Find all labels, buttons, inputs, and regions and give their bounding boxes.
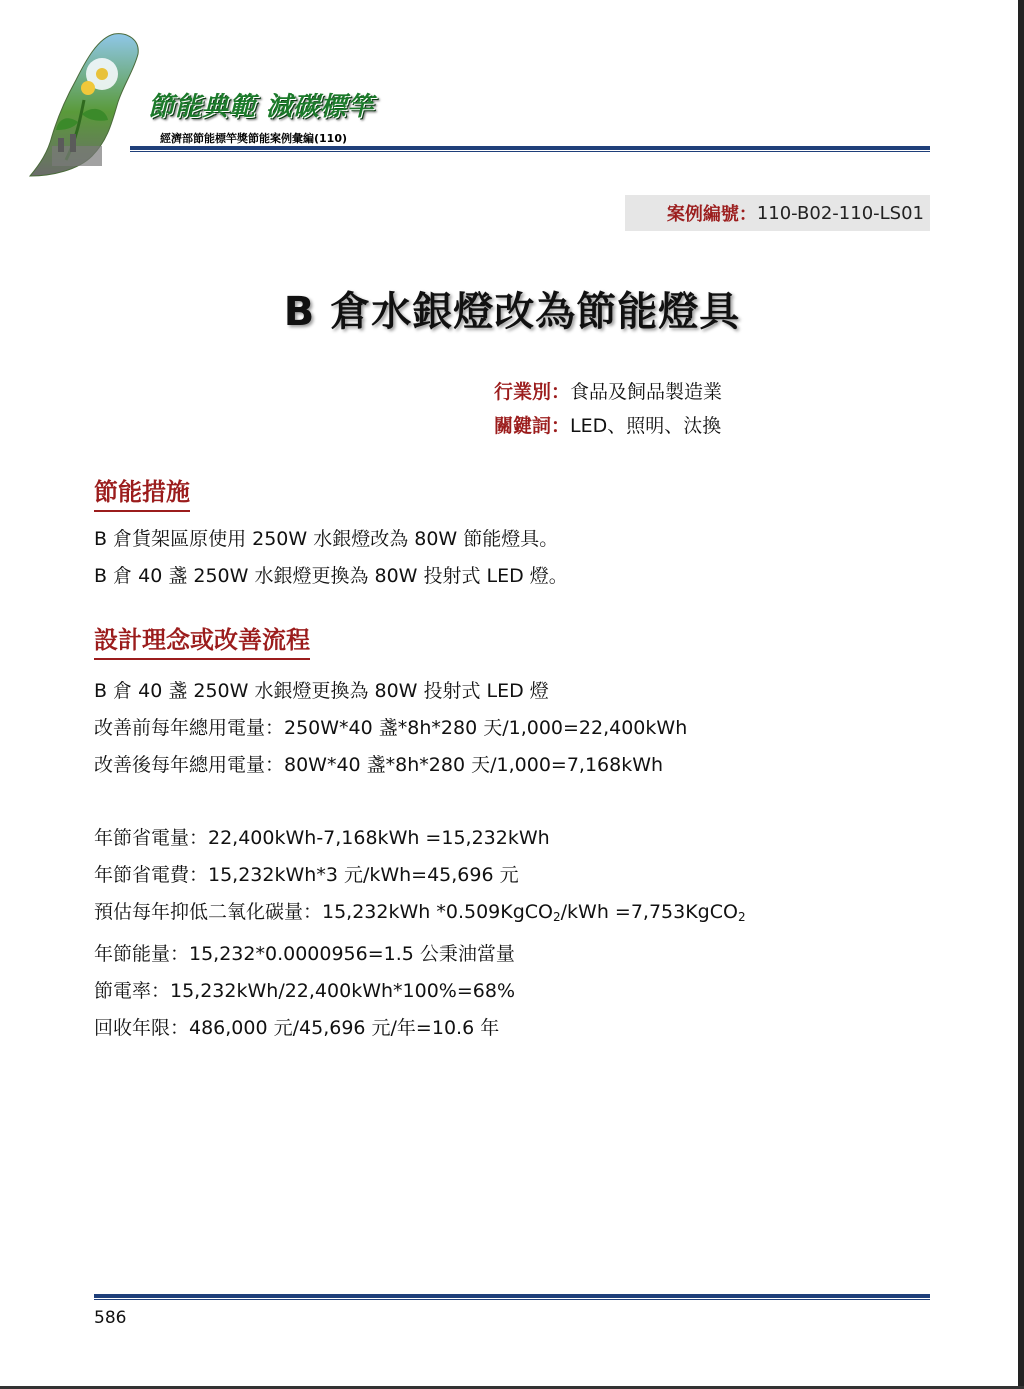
taiwan-map-logo-icon	[22, 30, 152, 180]
results-line-co2	[94, 894, 914, 936]
co2-text-a: 預估每年抑低二氧化碳量：15,232kWh *0.509KgCO	[94, 901, 553, 923]
results-line-energy: 年節能量：15,232*0.0000956=1.5 公秉油當量	[94, 943, 515, 965]
keywords-label: 關鍵詞：	[494, 415, 571, 437]
design-line: 改善前每年總用電量：250W*40 盞*8h*280 天/1,000=22,400kWh	[94, 717, 688, 739]
case-number-box	[625, 195, 930, 231]
logo-subtitle: 經濟部節能標竿獎節能案例彙編(110)	[160, 132, 348, 145]
results-line-electricity: 年節省電量：22,400kWh-7,168kWh =15,232kWh	[94, 827, 550, 849]
results-body	[94, 820, 914, 1047]
keywords-value: LED、照明、汰換	[570, 415, 722, 437]
case-number-label: 案例編號：	[666, 204, 757, 225]
case-number-value: 110-B02-110-LS01	[756, 202, 924, 224]
measures-line: B 倉 40 盞 250W 水銀燈更換為 80W 投射式 LED 燈。	[94, 565, 568, 587]
industry-label: 行業別：	[494, 381, 571, 403]
footer-rule	[94, 1294, 930, 1298]
industry-line	[494, 377, 722, 404]
results-line-cost: 年節省電費：15,232kWh*3 元/kWh=45,696 元	[94, 864, 519, 886]
design-heading: 設計理念或改善流程	[94, 620, 310, 660]
keywords-line	[494, 411, 721, 438]
design-line: 改善後每年總用電量：80W*40 盞*8h*280 天/1,000=7,168kWh	[94, 754, 664, 776]
results-line-rate: 節電率：15,232kWh/22,400kWh*100%=68%	[94, 980, 515, 1002]
results-line-payback: 回收年限：486,000 元/45,696 元/年=10.6 年	[94, 1017, 500, 1039]
co2-subscript: 2	[737, 910, 746, 924]
page-number: 586	[94, 1308, 127, 1328]
design-body	[94, 673, 914, 784]
header-rule	[130, 146, 930, 150]
page-edge-right	[1018, 0, 1024, 1389]
industry-value: 食品及飼品製造業	[570, 381, 723, 403]
measures-heading: 節能措施	[94, 472, 190, 512]
header-rule-thin	[130, 151, 930, 152]
page-title: B 倉水銀燈改為節能燈具	[283, 289, 741, 335]
co2-subscript: 2	[553, 910, 561, 924]
measures-body	[94, 521, 914, 595]
measures-line: B 倉貨架區原使用 250W 水銀燈改為 80W 節能燈具。	[94, 528, 559, 550]
co2-text-b: /kWh =7,753KgCO	[560, 901, 738, 923]
design-line: B 倉 40 盞 250W 水銀燈更換為 80W 投射式 LED 燈	[94, 680, 549, 702]
footer-rule-thin	[94, 1299, 930, 1300]
logo-title: 節能典範 減碳標竿	[148, 92, 375, 122]
